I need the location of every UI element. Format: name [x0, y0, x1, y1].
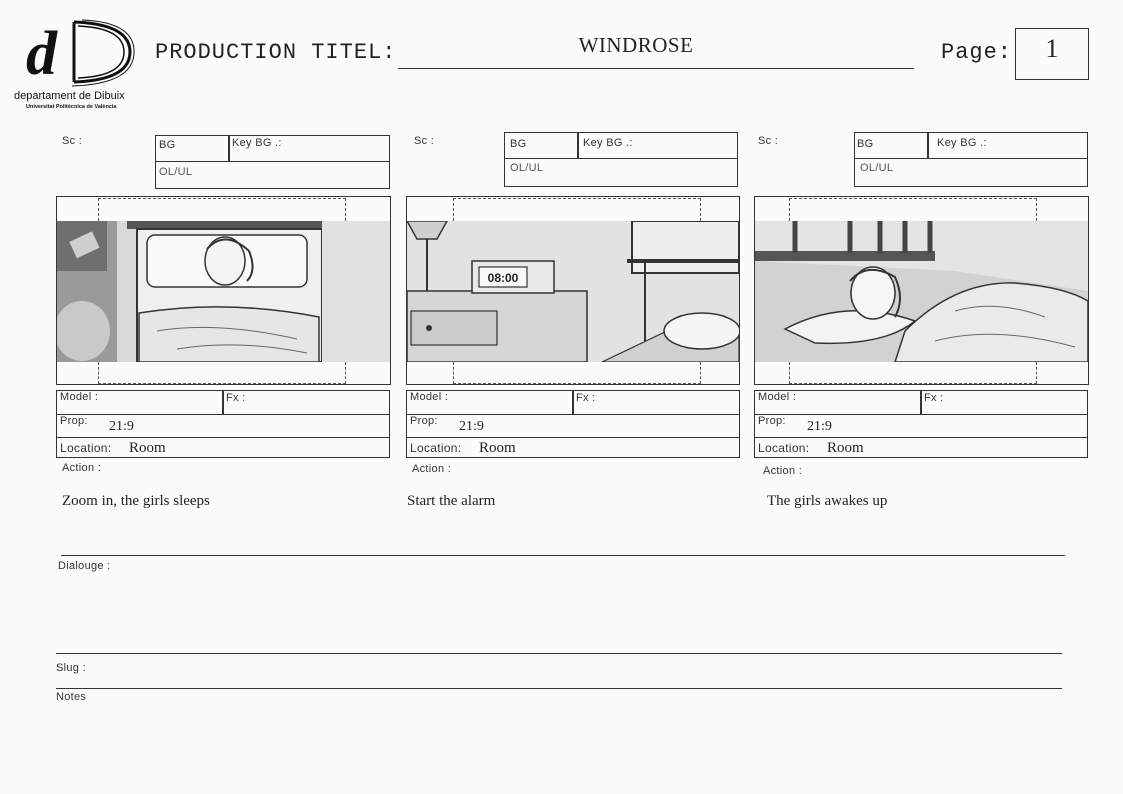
- safe-area-top: [453, 198, 701, 221]
- logo-name: departament de Dibuix: [14, 90, 125, 102]
- fx-label: Fx :: [226, 392, 246, 404]
- action-label: Action :: [412, 463, 452, 475]
- fx-field[interactable]: [920, 390, 1088, 415]
- prop-field[interactable]: [754, 414, 1088, 438]
- location-field[interactable]: [56, 437, 390, 458]
- bg-label: BG: [159, 139, 176, 151]
- key-bg-label: Key BG .:: [937, 137, 987, 149]
- svg-text:d: d: [26, 20, 57, 88]
- bg-field[interactable]: [155, 135, 230, 162]
- prop-label: Prop:: [60, 415, 88, 427]
- production-title-label: PRODUCTION TITEL:: [155, 40, 397, 65]
- page-number: 1: [1045, 34, 1059, 63]
- production-title-value: WINDROSE: [578, 33, 694, 57]
- prop-field[interactable]: [406, 414, 740, 438]
- safe-area-top: [789, 198, 1037, 221]
- location-label: Location:: [758, 441, 810, 455]
- location-value: Room: [129, 440, 166, 456]
- fx-label: Fx :: [576, 392, 596, 404]
- action-text: Start the alarm: [407, 493, 496, 509]
- bg-field[interactable]: [504, 132, 579, 159]
- action-label: Action :: [62, 462, 102, 474]
- bg-label: BG: [857, 138, 874, 150]
- action-text: The girls awakes up: [767, 493, 888, 509]
- location-label: Location:: [410, 441, 462, 455]
- logo: [12, 14, 142, 114]
- prop-value: 21:9: [807, 419, 832, 434]
- bg-label: BG: [510, 138, 527, 150]
- dialogue-divider: [61, 555, 1065, 556]
- prop-label: Prop:: [758, 415, 786, 427]
- page-label: Page:: [941, 40, 1013, 65]
- logo-mark: [12, 14, 142, 90]
- model-label: Model :: [60, 391, 99, 403]
- slug-label: Slug :: [56, 662, 86, 674]
- fx-label: Fx :: [924, 392, 944, 404]
- panel-image: [755, 221, 1088, 362]
- notes-label: Notes: [56, 691, 87, 703]
- sketch-girl-sleeping: [57, 221, 390, 362]
- scene-label: Sc :: [414, 135, 435, 147]
- action-text: Zoom in, the girls sleeps: [62, 493, 210, 509]
- safe-area-bottom: [453, 362, 701, 384]
- key-bg-field[interactable]: [228, 135, 390, 162]
- model-label: Model :: [758, 391, 797, 403]
- location-label: Location:: [60, 441, 112, 455]
- safe-area-bottom: [789, 362, 1037, 384]
- key-bg-field[interactable]: [577, 132, 738, 159]
- location-value: Room: [479, 440, 516, 456]
- model-label: Model :: [410, 391, 449, 403]
- notes-divider: [56, 688, 1062, 689]
- ol-ul-field[interactable]: [504, 158, 738, 187]
- model-field[interactable]: [56, 390, 224, 415]
- fx-field[interactable]: [222, 390, 390, 415]
- scene-label: Sc :: [62, 135, 83, 147]
- ol-ul-field[interactable]: [155, 161, 390, 189]
- prop-field[interactable]: [56, 414, 390, 438]
- slug-divider: [56, 653, 1062, 654]
- bg-field[interactable]: [854, 132, 929, 159]
- production-title-underline: [398, 68, 914, 69]
- safe-area-bottom: [98, 362, 346, 384]
- notes-area[interactable]: [56, 706, 1062, 776]
- fx-field[interactable]: [572, 390, 740, 415]
- sketch-girl-waking: [755, 221, 1088, 362]
- location-field[interactable]: [754, 437, 1088, 458]
- prop-label: Prop:: [410, 415, 438, 427]
- key-bg-label: Key BG .:: [232, 137, 282, 149]
- model-field[interactable]: [754, 390, 922, 415]
- safe-area-top: [98, 198, 346, 221]
- panel-image: [407, 221, 739, 362]
- prop-value: 21:9: [459, 419, 484, 434]
- ol-ul-label: OL/UL: [510, 162, 544, 174]
- location-field[interactable]: [406, 437, 740, 458]
- location-value: Room: [827, 440, 864, 456]
- dialogue-area[interactable]: [56, 575, 1062, 650]
- logo-subtitle: Universitat Politècnica de València: [26, 104, 117, 110]
- prop-value: 21:9: [109, 419, 134, 434]
- ol-ul-label: OL/UL: [860, 162, 894, 174]
- dialogue-label: Dialouge :: [58, 560, 111, 572]
- key-bg-label: Key BG .:: [583, 137, 633, 149]
- model-field[interactable]: [406, 390, 574, 415]
- ol-ul-label: OL/UL: [159, 166, 193, 178]
- action-label: Action :: [763, 465, 803, 477]
- ol-ul-field[interactable]: [854, 158, 1088, 187]
- page-number-box: [1015, 28, 1089, 80]
- key-bg-field[interactable]: [927, 132, 1088, 159]
- scene-label: Sc :: [758, 135, 779, 147]
- clock-time: 08:00: [487, 271, 519, 285]
- panel-image: [57, 221, 390, 362]
- slug-area[interactable]: [100, 658, 1060, 686]
- sketch-alarm-clock: [407, 221, 739, 362]
